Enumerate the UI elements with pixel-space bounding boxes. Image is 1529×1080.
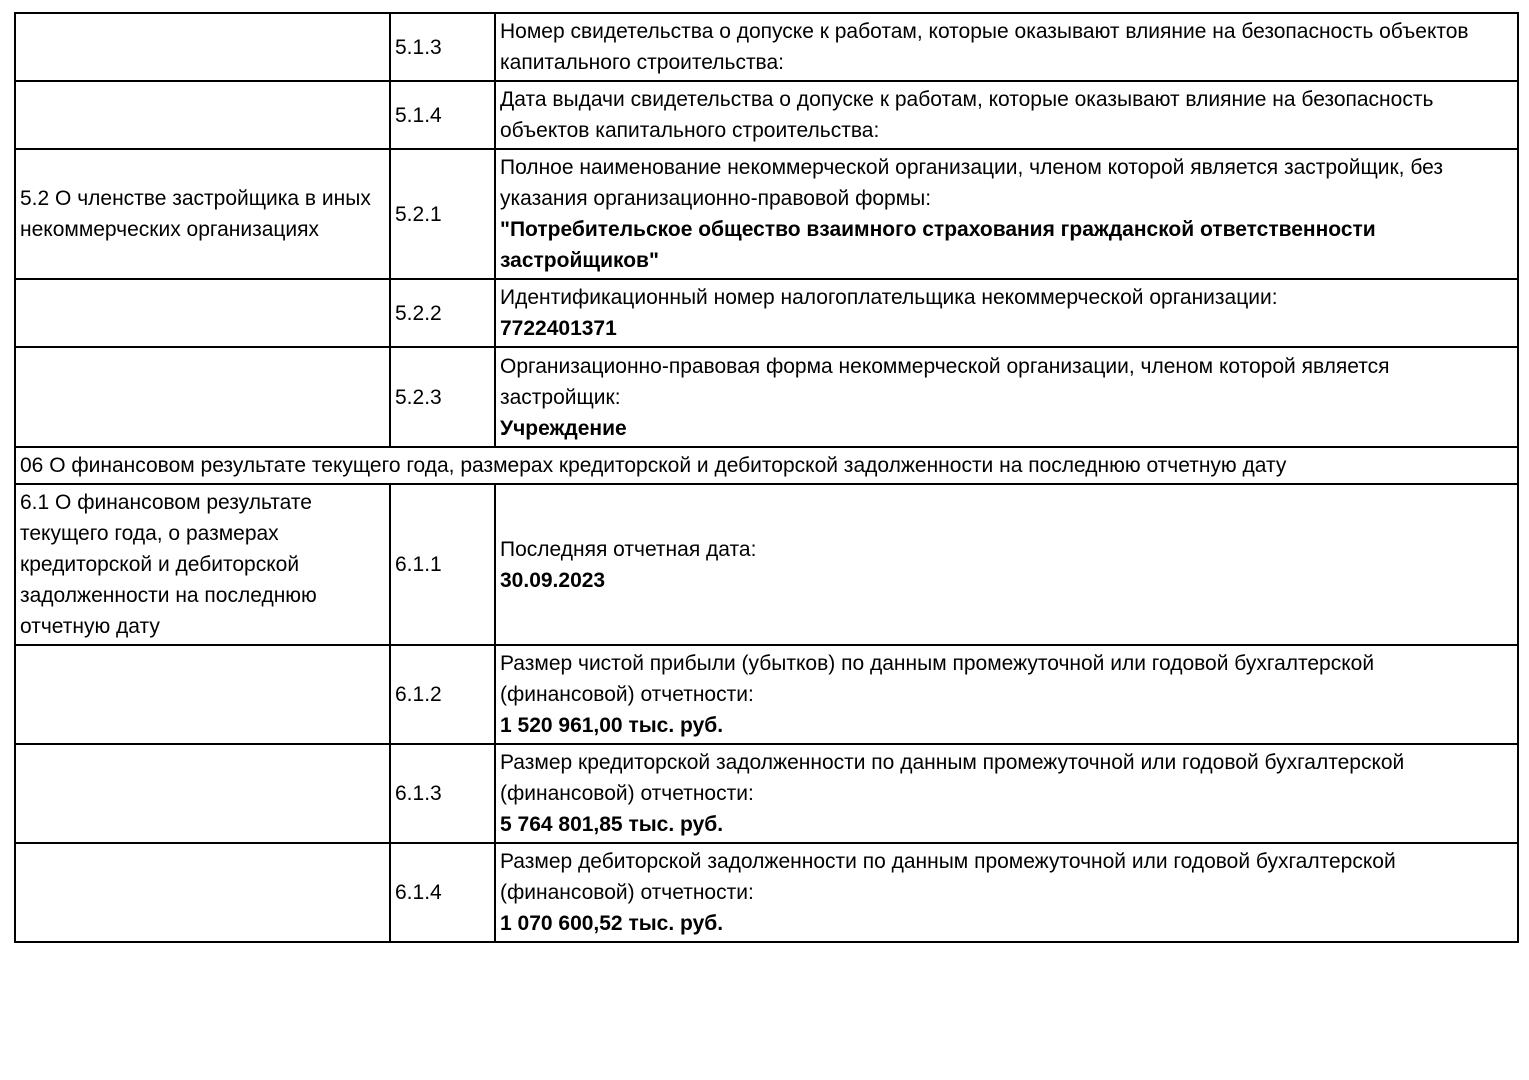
item-number-cell: 5.2.3 <box>390 347 495 447</box>
category-cell <box>15 279 390 347</box>
field-label: Размер кредиторской задолженности по данным промежуточной или годовой бухгалтерской (финансовой) отчетности: <box>500 751 1405 805</box>
category-cell <box>15 744 390 843</box>
field-value: "Потребительское общество взаимного страхования гражданской ответственности застройщиков" <box>500 218 1376 272</box>
field-label: Размер дебиторской задолженности по данным промежуточной или годовой бухгалтерской (финансовой) отчетности: <box>500 850 1396 904</box>
category-cell: 6.1 О финансовом результате текущего года, о размерах кредиторской и дебиторской задолженности на последнюю отчетную дату <box>15 484 390 645</box>
document-page <box>14 12 1519 943</box>
field-value: 1 520 961,00 тыс. руб. <box>500 714 724 737</box>
field-label: Номер свидетельства о допуске к работам, которые оказывают влияние на безопасность объектов капитального строительства: <box>500 20 1469 74</box>
field-label: Размер чистой прибыли (убытков) по данным промежуточной или годовой бухгалтерской (финансовой) отчетности: <box>500 652 1375 706</box>
field-value: Учреждение <box>500 416 627 440</box>
field-value: 7722401371 <box>500 317 617 340</box>
declaration-table-body <box>15 13 1518 942</box>
declaration-table <box>14 12 1519 943</box>
category-cell <box>15 13 390 81</box>
category-cell <box>15 843 390 942</box>
table-row <box>15 13 1518 81</box>
field-label: Организационно-правовая форма некоммерческой организации, членом которой является застройщик: <box>500 354 1390 409</box>
content-cell <box>495 279 1518 347</box>
table-row <box>15 645 1518 744</box>
content-cell <box>495 347 1518 447</box>
content-cell <box>495 843 1518 942</box>
item-number-cell: 6.1.2 <box>390 645 495 744</box>
field-value: 1 070 600,52 тыс. руб. <box>500 912 724 935</box>
field-label: Полное наименование некоммерческой организации, членом которой является застройщик, без указания организационно-правовой формы: <box>500 156 1443 210</box>
item-number-cell: 6.1.4 <box>390 843 495 942</box>
content-cell <box>495 81 1518 149</box>
field-value: 30.09.2023 <box>500 568 606 592</box>
table-row <box>15 279 1518 347</box>
table-row <box>15 149 1518 279</box>
item-number-cell: 6.1.3 <box>390 744 495 843</box>
table-row <box>15 347 1518 447</box>
section-row <box>15 447 1518 484</box>
item-number-cell: 5.1.3 <box>390 13 495 81</box>
category-cell <box>15 347 390 447</box>
section-header: 06 О финансовом результате текущего года, размерах кредиторской и дебиторской задолженности на последнюю отчетную дату <box>15 447 1518 484</box>
item-number-cell: 5.2.1 <box>390 149 495 279</box>
category-cell <box>15 645 390 744</box>
field-label: Дата выдачи свидетельства о допуске к работам, которые оказывают влияние на безопасность объектов капитального строительства: <box>500 88 1434 142</box>
field-value: 5 764 801,85 тыс. руб. <box>500 813 724 836</box>
content-cell <box>495 13 1518 81</box>
content-cell <box>495 484 1518 645</box>
content-cell <box>495 744 1518 843</box>
content-cell <box>495 645 1518 744</box>
category-cell: 5.2 О членстве застройщика в иных некоммерческих организациях <box>15 149 390 279</box>
table-row <box>15 744 1518 843</box>
category-cell <box>15 81 390 149</box>
table-row <box>15 843 1518 942</box>
field-label: Идентификационный номер налогоплательщика некоммерческой организации: <box>500 286 1278 309</box>
content-cell <box>495 149 1518 279</box>
table-row <box>15 484 1518 645</box>
item-number-cell: 5.2.2 <box>390 279 495 347</box>
item-number-cell: 6.1.1 <box>390 484 495 645</box>
table-row <box>15 81 1518 149</box>
field-label: Последняя отчетная дата: <box>500 537 757 561</box>
item-number-cell: 5.1.4 <box>390 81 495 149</box>
